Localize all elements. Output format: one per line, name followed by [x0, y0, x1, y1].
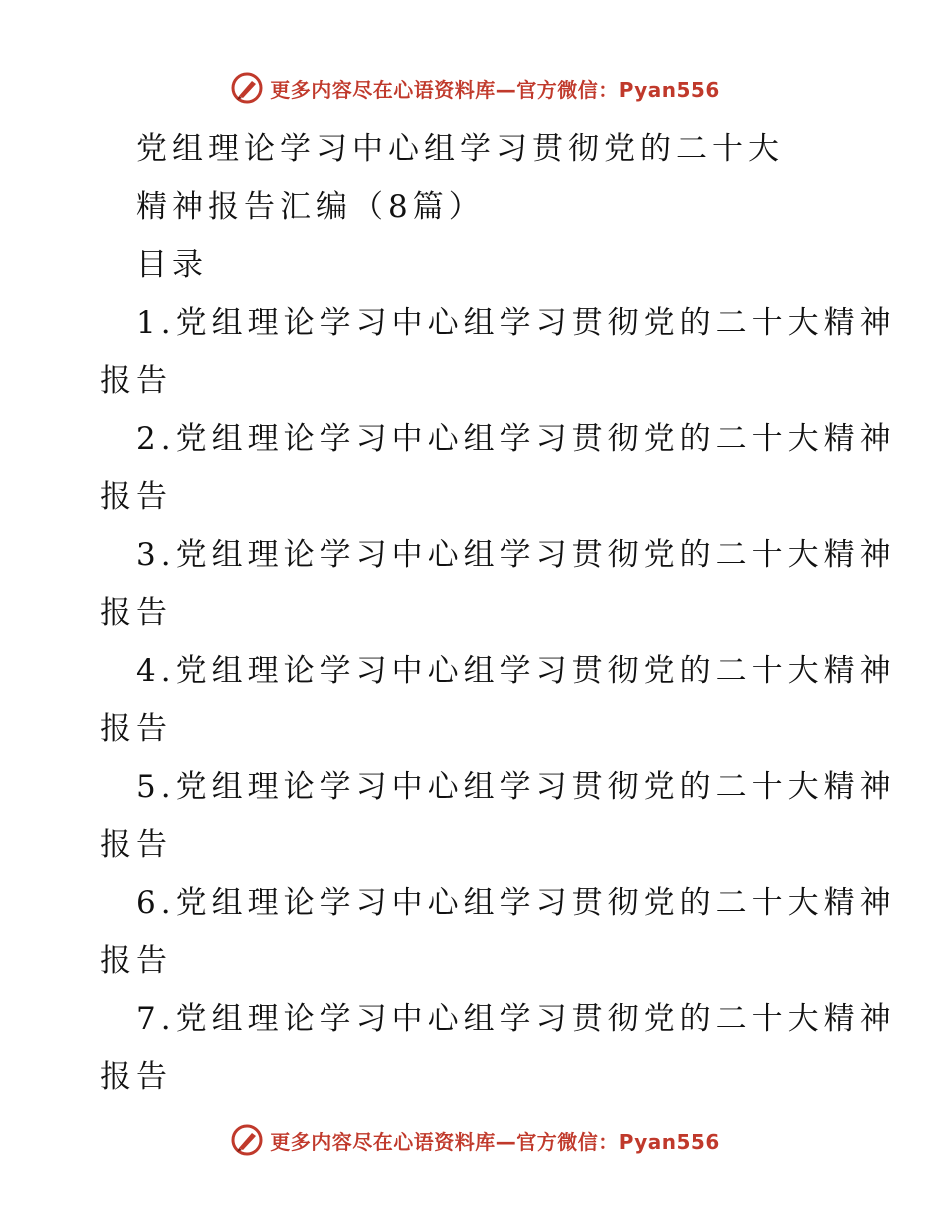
toc-item-line-2: 报告: [100, 827, 172, 863]
toc-item: [100, 990, 896, 1106]
toc-item-line-1: 1.党组理论学习中心组学习贯彻党的二十大精神: [136, 305, 896, 341]
toc-item-line-2: 报告: [100, 363, 172, 399]
toc-item: [100, 526, 896, 642]
watermark-text: 更多内容尽在心语资料库—官方微信：Pyan556: [270, 77, 720, 102]
title-line-2: 精神报告汇编（8篇）: [136, 189, 485, 225]
document-body: [100, 120, 896, 1106]
toc-item: [100, 874, 896, 990]
toc-item-line-1: 2.党组理论学习中心组学习贯彻党的二十大精神: [136, 421, 896, 457]
title-line-1: 党组理论学习中心组学习贯彻党的二十大: [136, 131, 784, 167]
toc-item-line-2: 报告: [100, 943, 172, 979]
toc-item-line-1: 4.党组理论学习中心组学习贯彻党的二十大精神: [136, 653, 896, 689]
toc-item-line-2: 报告: [100, 1059, 172, 1095]
toc-item-line-1: 6.党组理论学习中心组学习贯彻党的二十大精神: [136, 885, 896, 921]
toc-item: [100, 642, 896, 758]
toc-item-line-2: 报告: [100, 595, 172, 631]
toc-item: [100, 758, 896, 874]
toc-item-line-2: 报告: [100, 479, 172, 515]
toc-item: [100, 294, 896, 410]
pen-logo-icon: [230, 1123, 264, 1157]
toc-item-line-2: 报告: [100, 711, 172, 747]
toc-heading: 目录: [136, 247, 208, 283]
toc-item: [100, 410, 896, 526]
toc-item-line-1: 7.党组理论学习中心组学习贯彻党的二十大精神: [136, 1001, 896, 1037]
watermark-text: 更多内容尽在心语资料库—官方微信：Pyan556: [270, 1129, 720, 1154]
footer-watermark: [0, 1120, 950, 1160]
toc-item-line-1: 3.党组理论学习中心组学习贯彻党的二十大精神: [136, 537, 896, 573]
pen-logo-icon: [230, 71, 264, 105]
header-watermark: [0, 68, 950, 108]
toc-item-line-1: 5.党组理论学习中心组学习贯彻党的二十大精神: [136, 769, 896, 805]
